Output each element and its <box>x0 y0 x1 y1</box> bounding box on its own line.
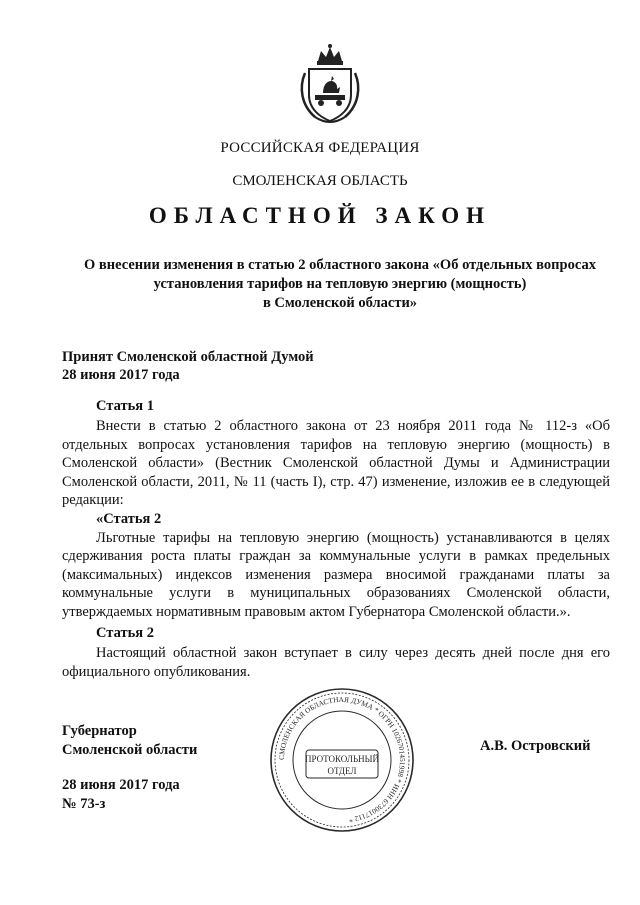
law-title-line: О внесении изменения в статью 2 областного закона «Об отдельных вопросах <box>84 257 596 273</box>
article-1-text: Внести в статью 2 областного закона от 23 ноября 2011 года № 112-з «Об отдельных вопросах установления тарифов на тепловую энергию (мощность) в Смоленской области» (Вестник Смоленской областной Думы и Администрации Смоленской области, 2011, № 11 (часть I), стр. 47) изменение, изложив ее в следующей редакции: <box>62 418 610 509</box>
stamp-center-line1: ПРОТОКОЛЬНЫЙ <box>305 754 379 764</box>
adoption-date: 28 июня 2017 года <box>62 367 180 383</box>
position-line: Смоленской области <box>62 742 198 758</box>
header-region: СМОЛЕНСКАЯ ОБЛАСТЬ <box>232 173 408 189</box>
header-country: РОССИЙСКАЯ ФЕДЕРАЦИЯ <box>220 140 420 156</box>
position-line: Губернатор <box>62 723 137 739</box>
coat-of-arms-icon <box>295 43 365 127</box>
law-title <box>60 256 620 313</box>
amended-article-heading: «Статья 2 <box>96 510 162 527</box>
article-1-body <box>62 417 610 622</box>
amended-article-text: Льготные тарифы на тепловую энергию (мощность) устанавливаются в целях сдерживания роста платы граждан за коммунальные услуги в рамках предельных (максимальных) индексов изменения размера вносимой гражданами платы за коммунальные услуги в муниципальных образованиях Смоленской области, утверждаемых нормативным правовым актом Губернатора Смоленской области.». <box>62 529 610 620</box>
article-1-heading: Статья 1 <box>96 398 154 414</box>
signatory-name: А.В. Островский <box>480 738 591 754</box>
article-2-body <box>62 644 610 681</box>
stamp-center-line2: ОТДЕЛ <box>327 766 357 776</box>
signing-details <box>62 776 180 814</box>
official-stamp-icon <box>268 686 416 834</box>
adoption-block <box>62 348 314 384</box>
law-title-line: установления тарифов на тепловую энергию (мощность) <box>153 276 527 292</box>
document-type-heading: ОБЛАСТНОЙ ЗАКОН <box>148 203 492 228</box>
law-title-line: в Смоленской области» <box>262 295 418 311</box>
stamp-ring-textpath: СМОЛЕНСКАЯ ОБЛАСТНАЯ ДУМА * ОГРН 1026701451998 * ИНН 6730017112 * <box>276 694 408 825</box>
adoption-line: Принят Смоленской областной Думой <box>62 349 314 365</box>
signatory-position <box>62 722 197 760</box>
signing-date: 28 июня 2017 года <box>62 777 180 793</box>
article-2-heading: Статья 2 <box>96 625 154 641</box>
law-number: № 73-з <box>62 796 106 812</box>
article-2-text: Настоящий областной закон вступает в силу через десять дней после дня его официального опубликования. <box>62 645 610 680</box>
